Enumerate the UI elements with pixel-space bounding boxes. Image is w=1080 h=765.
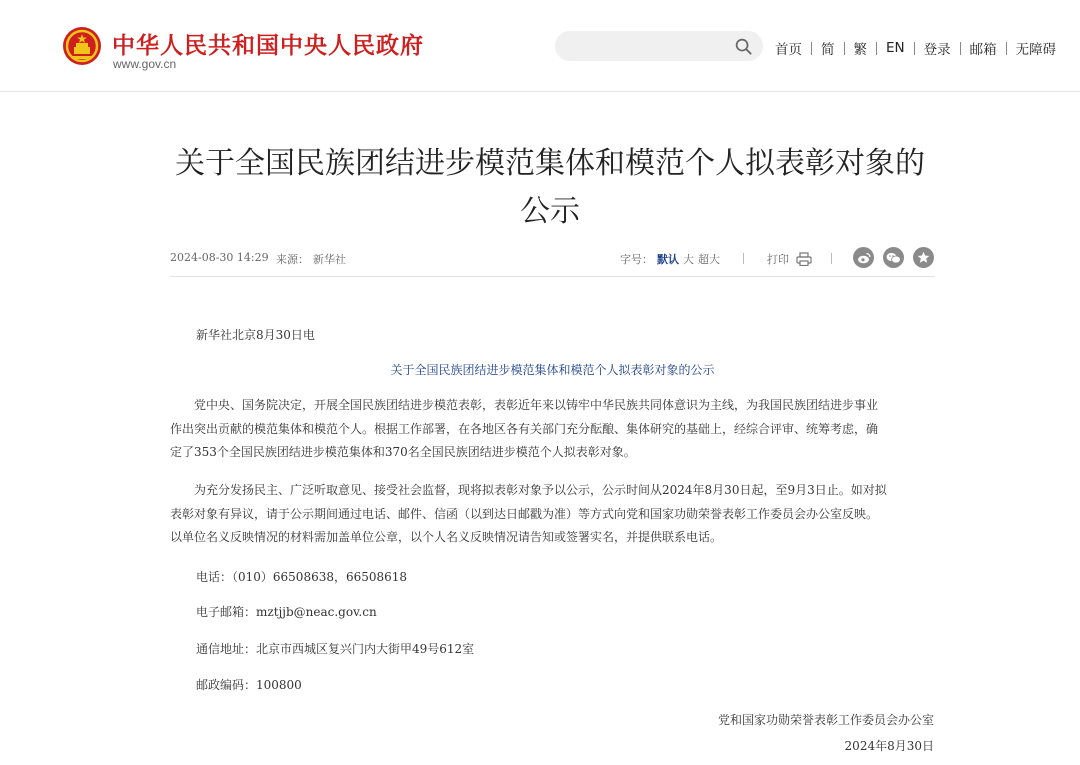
nav-divider — [844, 42, 845, 55]
article-title-line: 关于全国民族团结进步模范集体和模范个人拟表彰对象的 — [175, 146, 925, 181]
nav-mail-link[interactable]: 邮箱 — [969, 42, 997, 58]
favorite-icon — [917, 251, 930, 264]
print-button[interactable] — [767, 251, 812, 267]
nav-divider — [914, 42, 915, 55]
site-url: www.gov.cn — [113, 57, 177, 71]
article-meta — [170, 246, 935, 270]
national-emblem-icon[interactable] — [62, 26, 102, 66]
print-label: 打印 — [767, 253, 789, 266]
meta-divider — [831, 253, 832, 264]
site-header — [0, 0, 1080, 92]
font-size-xlarge-option[interactable]: 超大 — [698, 253, 720, 266]
contact-address: 通信地址：北京市西城区复兴门内大街甲49号612室 — [196, 642, 475, 656]
article-title-line: 公示 — [520, 194, 580, 229]
wechat-icon — [886, 252, 901, 264]
paragraph-line: 作出突出贡献的模范集体和模范个人。根据工作部署，在各地区各有关部门充分酝酿、集体研究的基础上，经综合评审、统筹考虑，确 — [170, 421, 879, 436]
publish-date: 2024-08-30 14:29 — [170, 251, 269, 264]
nav-simplified-link[interactable]: 简 — [821, 42, 835, 58]
source-label: 来源： — [276, 253, 309, 266]
contact-email: 电子邮箱：mztjjb@neac.gov.cn — [196, 605, 377, 619]
search-box — [555, 31, 763, 61]
nav-login-link[interactable]: 登录 — [923, 42, 951, 58]
search-input[interactable] — [569, 36, 729, 56]
search-icon[interactable] — [735, 38, 752, 55]
nav-home-link[interactable]: 首页 — [775, 42, 802, 58]
signature-date: 2024年8月30日 — [844, 739, 934, 753]
font-size-default-option[interactable]: 默认 — [657, 253, 679, 266]
font-size-label: 字号： — [620, 253, 653, 266]
site-name[interactable]: 中华人民共和国中央人民政府 — [112, 33, 424, 59]
nav-traditional-link[interactable]: 繁 — [853, 42, 867, 58]
top-nav — [775, 38, 1056, 58]
nav-divider — [960, 42, 961, 55]
printer-icon — [796, 252, 812, 266]
paragraph — [170, 479, 935, 550]
paragraph-line: 表彰对象有异议，请于公示期间通过电话、邮件、信函（以到达日邮戳为准）等方式向党和国家功勋荣誉表彰工作委员会办公室反映。 — [170, 506, 879, 521]
paragraph — [170, 394, 935, 465]
nav-divider — [811, 42, 812, 55]
paragraph-line: 以单位名义反映情况的材料需加盖单位公章，以个人名义反映情况请告知或签署实名，并提供联系电话。 — [170, 530, 723, 544]
paragraph-line: 定了353个全国民族团结进步模范集体和370名全国民族团结进步模范个人拟表彰对象。 — [170, 445, 636, 459]
source-name: 新华社 — [313, 253, 346, 266]
contact-phone: 电话：（010）66508638，66508618 — [196, 570, 408, 584]
font-size-large-option[interactable]: 大 — [683, 253, 694, 266]
signature-office: 党和国家功勋荣誉表彰工作委员会办公室 — [717, 713, 934, 727]
font-size-control — [620, 251, 724, 267]
paragraph-line: 为充分发扬民主、广泛听取意见、接受社会监督，现将拟表彰对象予以公示，公示时间从2024年8月30日起，至9月3日止。如对拟 — [170, 483, 887, 497]
notice-heading: 关于全国民族团结进步模范集体和模范个人拟表彰对象的公示 — [390, 363, 715, 377]
nav-divider — [876, 42, 877, 55]
meta-divider-line — [170, 276, 935, 277]
weibo-icon — [857, 252, 871, 264]
paragraph-line: 党中央、国务院决定，开展全国民族团结进步模范表彰，表彰近年来以铸牢中华民族共同体意识为主线，为我国民族团结进步事业 — [170, 398, 879, 412]
nav-accessibility-link[interactable]: 无障碍 — [1015, 42, 1057, 58]
weibo-share-button[interactable] — [853, 247, 874, 268]
dateline: 新华社北京8月30日电 — [196, 328, 315, 342]
article-title — [150, 140, 950, 236]
contact-postcode: 邮政编码：100800 — [196, 678, 302, 692]
nav-english-link[interactable]: EN — [886, 40, 905, 56]
wechat-share-button[interactable] — [883, 247, 904, 268]
nav-divider — [1006, 42, 1007, 55]
meta-divider — [743, 253, 744, 264]
favorite-button[interactable] — [913, 247, 934, 268]
